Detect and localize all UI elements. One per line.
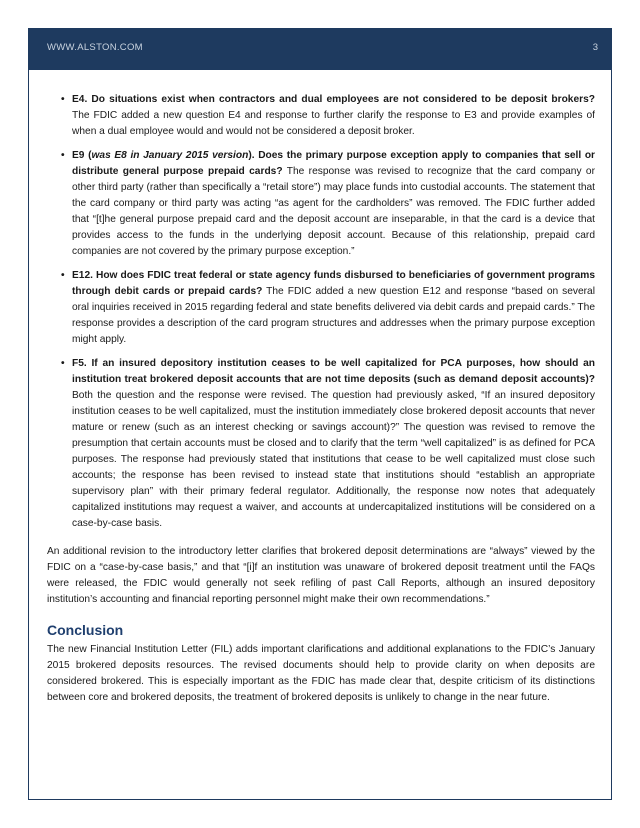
list-item [47,148,595,260]
faq-answer: The FDIC added a new question E12 and response “based on several oral inquiries received in 2015 regarding federal and state benefits delivered via debit cards and prepaid cards.” The response provides a description of the card program structures and addresses when the primary purpose exception might apply. [72,286,595,345]
faq-answer: The FDIC added a new question E4 and response to further clarify the response to E3 and provide examples of when a dual employee would and would not be considered a deposit broker. [72,110,595,137]
faq-answer: Both the question and the response were revised. The question had previously asked, “If an insured depository institution ceases to be well capitalized, must the institution immediately close brokered deposit accounts that never mature or renew (such as an interest checking or savings account)?” The question was revised to remove the presumption that certain accounts must be closed and to clarify that the term “well capitalized” is as defined for PCA purposes. The response had previously stated that institutions that cease to be well capitalized must close such accounts; the response has been revised to instead state that institutions should “establish an appropriate supervisory plan” with their primary federal regulator. Additionally, the response now notes that adequately capitalized institutions may request a waiver, and accounts at undercapitalized institutions will be considered on a case-by-case basis. [72,390,595,529]
faq-answer: The response was revised to recognize that the card company or other third party (rather than specifically a “retail store”) may place funds into custodial accounts. The statement that the card company or third party was acting “as agent for the cardholders” was removed. The FDIC further added that “[t]he general purpose prepaid card and the deposit account are inseparable, in that the card is a device that provides access to the funds in the underlying deposit account. Because of this relationship, prepaid card companies are not covered by the primary purpose exception.” [72,166,595,257]
body-paragraph: An additional revision to the introductory letter clarifies that brokered deposit determinations are “always” viewed by the FDIC on a “case-by-case basis,” and that “[i]f an institution was unaware of brokered deposit treatment until the FAQs were released, the FDIC would generally not seek refiling of past Call Reports, although an insured depository institution’s accounting and financial reporting personnel might make their own recommendations.” [47,546,595,605]
conclusion-heading: Conclusion [47,622,124,638]
faq-question: E9 ( [72,150,92,161]
faq-question: E12. How does FDIC treat federal or state agency funds disbursed to beneficiaries of government programs through debit cards or prepaid cards? [72,270,595,297]
faq-question-version-note: was E8 in January 2015 version [91,150,249,161]
faq-question: E4. Do situations exist when contractors and dual employees are not considered to be deposit brokers? [72,94,595,105]
page-number: 3 [592,42,598,53]
faq-changes-list [47,92,595,532]
conclusion-paragraph: The new Financial Institution Letter (FIL) adds important clarifications and additional explanations to the FDIC’s January 2015 brokered deposits resources. The revised documents should help to provide clarity on when deposits are considered brokered. This is especially important as the FDIC has made clear that, despite criticism of its distinctions between core and brokered deposits, the treatment of brokered deposits is unlikely to change in the near future. [47,644,595,703]
list-item [47,92,595,140]
document-body [47,92,595,706]
bullet-icon: • [61,94,65,105]
faq-question: F5. If an insured depository institution ceases to be well capitalized for PCA purposes, how should an institution treat brokered deposit accounts that are not time deposits (such as demand deposit accounts)? [72,358,595,385]
bullet-icon: • [61,270,65,281]
bullet-icon: • [61,358,65,369]
bullet-icon: • [61,150,65,161]
list-item [47,356,595,532]
faq-question: ). Does the primary purpose exception apply to companies that sell or distribute general purpose prepaid cards? [72,150,596,177]
page-header [28,28,612,70]
list-item [47,268,595,348]
site-url: WWW.ALSTON.COM [47,42,143,53]
